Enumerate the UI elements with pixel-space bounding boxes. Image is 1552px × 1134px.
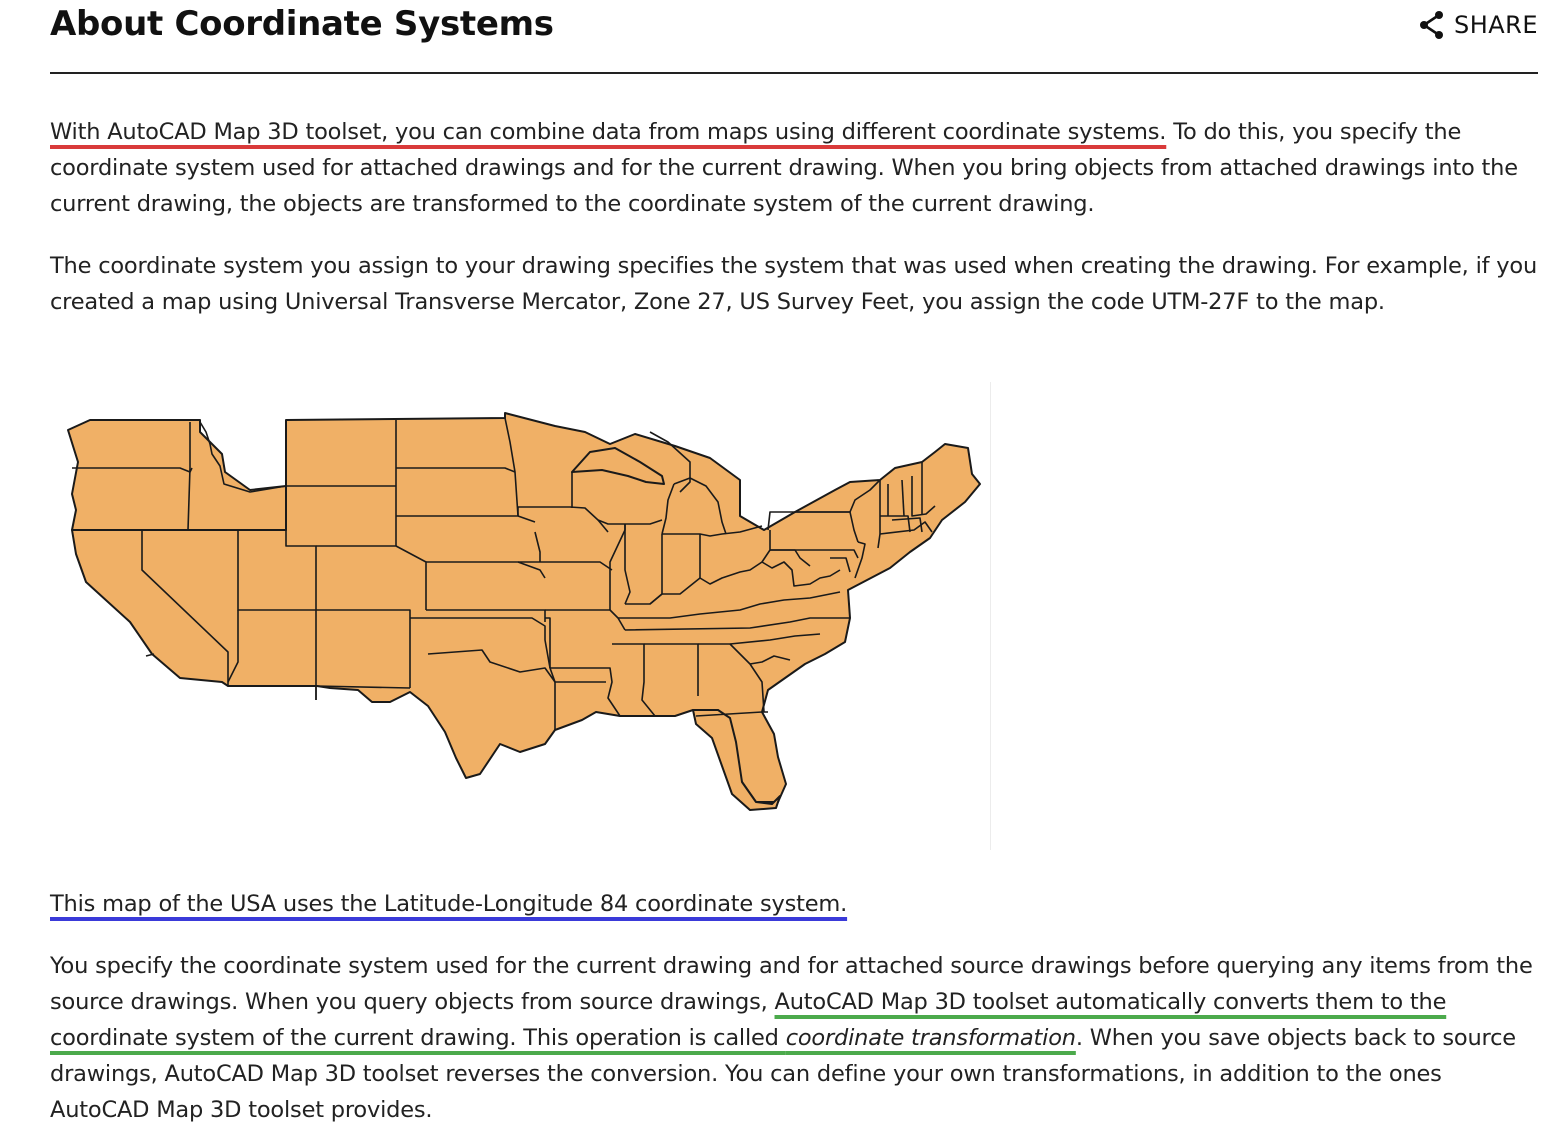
map-caption: [50, 886, 847, 922]
usa-map-fill: [68, 413, 980, 810]
term-coordinate-transformation: coordinate transformation: [785, 1025, 1076, 1051]
transformation-paragraph-before: You specify the coordinate system used for the current drawing and for attached source drawings before querying any items from the source drawings. When you query objects from source drawings,: [50, 953, 1533, 1015]
page-title: About Coordinate Systems: [50, 4, 554, 44]
share-icon: [1418, 10, 1446, 40]
highlighted-sentence-green-text: AutoCAD Map 3D toolset automatically converts them to the coordinate system of the current drawing. This operation is called: [50, 989, 1447, 1051]
page-header: [50, 0, 1538, 74]
transformation-paragraph: [50, 948, 1542, 1128]
intro-paragraph: [50, 114, 1538, 222]
assign-paragraph: The coordinate system you assign to your drawing specifies the system that was used when creating the drawing. For example, if you created a map using Universal Transverse Mercator, Zone 27, US Survey Feet, you assign the code UTM-27F to the map.: [50, 253, 1538, 315]
intro-paragraph-rest: To do this, you specify the coordinate system used for attached drawings and for the current drawing. When you bring objects from attached drawings into the current drawing, the objects are transformed to the coordinate system of the current drawing.: [50, 119, 1518, 217]
share-button[interactable]: [1418, 10, 1538, 40]
usa-map-image: [50, 382, 990, 850]
highlighted-sentence-red: With AutoCAD Map 3D toolset, you can combine data from maps using different coordinate systems.: [50, 119, 1167, 145]
usa-map-figure: [50, 382, 991, 850]
highlighted-caption-blue: This map of the USA uses the Latitude-Longitude 84 coordinate system.: [50, 891, 848, 917]
transformation-paragraph-after: . When you save objects back to source drawings, AutoCAD Map 3D toolset reverses the conversion. You can define your own transformations, in addition to the ones AutoCAD Map 3D toolset provides.: [50, 1025, 1516, 1123]
share-label: SHARE: [1453, 11, 1538, 39]
